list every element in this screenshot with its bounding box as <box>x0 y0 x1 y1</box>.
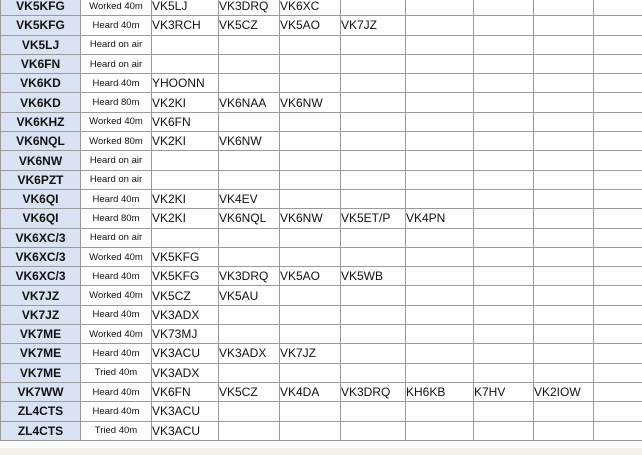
contact-cell[interactable] <box>534 170 594 189</box>
contact-cell[interactable] <box>534 344 594 363</box>
contact-cell[interactable] <box>219 402 280 421</box>
contact-cell[interactable] <box>474 421 534 440</box>
status-cell[interactable]: Heard 40m <box>81 382 152 401</box>
status-cell[interactable]: Worked 40m <box>81 0 152 16</box>
table-row <box>1 93 642 112</box>
callsign-cell[interactable]: VK5KFG <box>1 0 81 16</box>
contact-cell[interactable] <box>594 382 642 401</box>
contact-cell[interactable] <box>594 209 642 228</box>
contact-cell[interactable] <box>594 35 642 54</box>
callsign-cell[interactable]: VK6XC/3 <box>1 247 81 266</box>
contact-cell[interactable] <box>474 151 534 170</box>
contact-cell[interactable] <box>152 54 219 73</box>
contact-cell[interactable] <box>280 325 341 344</box>
contact-cell[interactable] <box>219 421 280 440</box>
contact-cell[interactable] <box>341 93 406 112</box>
table-row <box>1 132 642 151</box>
contact-cell[interactable] <box>406 93 474 112</box>
contact-cell[interactable] <box>406 286 474 305</box>
contact-cell[interactable] <box>406 363 474 382</box>
contact-cell[interactable] <box>280 228 341 247</box>
contact-cell[interactable] <box>594 344 642 363</box>
table-row <box>1 170 642 189</box>
status-cell[interactable]: Heard 40m <box>81 189 152 208</box>
contact-cell[interactable] <box>534 402 594 421</box>
contact-cell[interactable] <box>594 93 642 112</box>
contact-cell[interactable] <box>341 74 406 93</box>
contact-cell[interactable] <box>534 0 594 16</box>
contact-cell[interactable] <box>406 132 474 151</box>
contact-cell[interactable] <box>594 170 642 189</box>
contact-cell[interactable] <box>406 35 474 54</box>
contact-cell[interactable] <box>406 74 474 93</box>
status-cell[interactable]: Heard 40m <box>81 344 152 363</box>
contact-cell[interactable]: VK3ADX <box>152 363 219 382</box>
contact-cell[interactable]: VK3DRQ <box>219 267 280 286</box>
callsign-cell[interactable]: VK6XC/3 <box>1 228 81 247</box>
contact-cell[interactable] <box>534 54 594 73</box>
contact-cell[interactable]: VK5WB <box>341 267 406 286</box>
contact-cell[interactable] <box>474 344 534 363</box>
contact-cell[interactable] <box>474 325 534 344</box>
callsign-cell[interactable]: VK6KD <box>1 93 81 112</box>
contact-cell[interactable] <box>474 305 534 324</box>
callsign-cell[interactable]: VK7ME <box>1 325 81 344</box>
contact-cell[interactable] <box>594 286 642 305</box>
contact-cell[interactable]: VK7JZ <box>280 344 341 363</box>
status-cell[interactable]: Worked 40m <box>81 286 152 305</box>
contact-cell[interactable]: VK3ADX <box>219 344 280 363</box>
callsign-cell[interactable]: VK7JZ <box>1 286 81 305</box>
contact-cell[interactable] <box>219 228 280 247</box>
contact-cell[interactable] <box>594 189 642 208</box>
contact-cell[interactable] <box>534 112 594 131</box>
table-row <box>1 151 642 170</box>
contact-cell[interactable] <box>594 267 642 286</box>
contact-cell[interactable]: KH6KB <box>406 382 474 401</box>
contact-cell[interactable] <box>534 247 594 266</box>
callsign-cell[interactable]: VK6KHZ <box>1 112 81 131</box>
contact-cell[interactable] <box>594 421 642 440</box>
contact-cell[interactable] <box>406 228 474 247</box>
contact-cell[interactable] <box>534 16 594 35</box>
callsign-cell[interactable]: VK6NQL <box>1 132 81 151</box>
callsign-cell[interactable]: VK5LJ <box>1 35 81 54</box>
contact-cell[interactable]: VK5AO <box>280 267 341 286</box>
status-cell[interactable]: Heard 40m <box>81 267 152 286</box>
contact-cell[interactable]: VK3RCH <box>152 16 219 35</box>
contact-cell[interactable] <box>280 54 341 73</box>
contact-cell[interactable] <box>534 267 594 286</box>
contact-cell[interactable] <box>219 247 280 266</box>
contact-cell[interactable] <box>406 247 474 266</box>
contact-cell[interactable] <box>534 151 594 170</box>
contact-cell[interactable] <box>280 189 341 208</box>
contact-cell[interactable] <box>534 74 594 93</box>
contact-cell[interactable]: VK5ET/P <box>341 209 406 228</box>
contact-cell[interactable] <box>474 74 534 93</box>
contact-cell[interactable] <box>406 402 474 421</box>
contact-cell[interactable] <box>406 325 474 344</box>
contact-cell[interactable]: VK3DRQ <box>341 382 406 401</box>
contact-cell[interactable] <box>341 228 406 247</box>
table-row <box>1 363 642 382</box>
status-cell[interactable]: Tried 40m <box>81 363 152 382</box>
callsign-cell[interactable]: VK6QI <box>1 209 81 228</box>
contact-cell[interactable] <box>280 132 341 151</box>
table-row <box>1 286 642 305</box>
contact-cell[interactable] <box>219 325 280 344</box>
contact-cell[interactable] <box>534 93 594 112</box>
contact-cell[interactable]: VK2KI <box>152 189 219 208</box>
contact-cell[interactable] <box>534 132 594 151</box>
contact-cell[interactable] <box>406 267 474 286</box>
table-row <box>1 54 642 73</box>
contact-cell[interactable] <box>341 402 406 421</box>
contact-cell[interactable] <box>406 189 474 208</box>
contact-cell[interactable] <box>219 54 280 73</box>
contact-cell[interactable] <box>341 132 406 151</box>
contact-log-body <box>1 0 642 440</box>
contact-cell[interactable]: VK3ACU <box>152 344 219 363</box>
contact-cell[interactable] <box>594 54 642 73</box>
contact-cell[interactable] <box>474 228 534 247</box>
contact-cell[interactable] <box>474 93 534 112</box>
contact-cell[interactable] <box>534 35 594 54</box>
contact-cell[interactable] <box>152 151 219 170</box>
contact-cell[interactable]: VK6NW <box>219 132 280 151</box>
table-row <box>1 209 642 228</box>
contact-cell[interactable]: VK2KI <box>152 132 219 151</box>
status-cell[interactable]: Heard on air <box>81 170 152 189</box>
contact-cell[interactable]: VK4DA <box>280 382 341 401</box>
contact-cell[interactable] <box>219 363 280 382</box>
contact-cell[interactable] <box>406 112 474 131</box>
callsign-cell[interactable]: VK6NW <box>1 151 81 170</box>
contact-cell[interactable] <box>152 170 219 189</box>
contact-cell[interactable] <box>594 402 642 421</box>
contact-cell[interactable] <box>280 247 341 266</box>
table-row <box>1 228 642 247</box>
contact-cell[interactable] <box>219 74 280 93</box>
contact-cell[interactable]: K7HV <box>474 382 534 401</box>
table-row <box>1 0 642 16</box>
callsign-cell[interactable]: VK6FN <box>1 54 81 73</box>
contact-cell[interactable] <box>406 344 474 363</box>
contact-cell[interactable]: VK6NW <box>280 209 341 228</box>
table-row <box>1 305 642 324</box>
contact-cell[interactable] <box>341 344 406 363</box>
status-cell[interactable]: Worked 80m <box>81 132 152 151</box>
contact-cell[interactable] <box>219 305 280 324</box>
contact-cell[interactable]: VK5CZ <box>219 382 280 401</box>
table-row <box>1 402 642 421</box>
contact-cell[interactable] <box>341 325 406 344</box>
contact-cell[interactable]: VK6NQL <box>219 209 280 228</box>
contact-cell[interactable] <box>594 325 642 344</box>
contact-cell[interactable]: VK73MJ <box>152 325 219 344</box>
contact-cell[interactable] <box>594 16 642 35</box>
callsign-cell[interactable]: VK7ME <box>1 363 81 382</box>
contact-cell[interactable]: VK2KI <box>152 209 219 228</box>
table-row <box>1 382 642 401</box>
table-row <box>1 421 642 440</box>
contact-cell[interactable] <box>534 189 594 208</box>
contact-cell[interactable] <box>534 421 594 440</box>
callsign-cell[interactable]: VK6KD <box>1 74 81 93</box>
table-row <box>1 325 642 344</box>
callsign-cell[interactable]: VK6QI <box>1 189 81 208</box>
contact-cell[interactable] <box>474 0 534 16</box>
contact-cell[interactable]: VK5CZ <box>152 286 219 305</box>
callsign-cell[interactable]: ZL4CTS <box>1 421 81 440</box>
contact-cell[interactable] <box>406 421 474 440</box>
contact-cell[interactable] <box>280 402 341 421</box>
contact-cell[interactable]: VK5KFG <box>152 247 219 266</box>
contact-cell[interactable] <box>280 35 341 54</box>
status-cell[interactable]: Worked 40m <box>81 325 152 344</box>
contact-cell[interactable] <box>341 151 406 170</box>
contact-cell[interactable] <box>474 112 534 131</box>
contact-cell[interactable] <box>594 74 642 93</box>
contact-cell[interactable] <box>474 286 534 305</box>
table-row <box>1 189 642 208</box>
contact-cell[interactable] <box>534 228 594 247</box>
contact-cell[interactable] <box>594 305 642 324</box>
contact-cell[interactable]: VK6NAA <box>219 93 280 112</box>
status-cell[interactable]: Heard 40m <box>81 74 152 93</box>
contact-cell[interactable] <box>280 112 341 131</box>
contact-cell[interactable] <box>341 170 406 189</box>
status-cell[interactable]: Heard on air <box>81 54 152 73</box>
status-cell[interactable]: Heard 40m <box>81 402 152 421</box>
contact-cell[interactable] <box>474 247 534 266</box>
contact-cell[interactable] <box>280 305 341 324</box>
status-cell[interactable]: Worked 40m <box>81 112 152 131</box>
contact-cell[interactable]: VK5AU <box>219 286 280 305</box>
contact-cell[interactable] <box>406 54 474 73</box>
contact-cell[interactable]: VK7JZ <box>341 16 406 35</box>
contact-cell[interactable] <box>341 35 406 54</box>
table-row <box>1 247 642 266</box>
contact-cell[interactable]: VK6FN <box>152 112 219 131</box>
callsign-cell[interactable]: VK6XC/3 <box>1 267 81 286</box>
contact-cell[interactable]: VK5CZ <box>219 16 280 35</box>
contact-cell[interactable] <box>219 170 280 189</box>
contact-cell[interactable] <box>474 54 534 73</box>
contact-cell[interactable]: VK5KFG <box>152 267 219 286</box>
contact-cell[interactable]: VK3ACU <box>152 421 219 440</box>
contact-cell[interactable]: VK6NW <box>280 93 341 112</box>
contact-cell[interactable] <box>474 209 534 228</box>
status-cell[interactable]: Heard on air <box>81 228 152 247</box>
contact-cell[interactable] <box>594 132 642 151</box>
contact-cell[interactable] <box>280 74 341 93</box>
table-row <box>1 112 642 131</box>
contact-cell[interactable] <box>341 0 406 16</box>
contact-cell[interactable] <box>534 286 594 305</box>
contact-cell[interactable] <box>594 151 642 170</box>
contact-cell[interactable] <box>341 112 406 131</box>
contact-cell[interactable] <box>280 170 341 189</box>
table-row <box>1 35 642 54</box>
contact-cell[interactable] <box>152 228 219 247</box>
contact-cell[interactable] <box>341 247 406 266</box>
contact-cell[interactable] <box>474 132 534 151</box>
contact-cell[interactable]: VK5AO <box>280 16 341 35</box>
table-row <box>1 16 642 35</box>
callsign-cell[interactable]: VK5KFG <box>1 16 81 35</box>
contact-cell[interactable] <box>534 363 594 382</box>
window-bottom-strip <box>0 448 642 455</box>
contact-cell[interactable] <box>341 54 406 73</box>
callsign-cell[interactable]: VK6PZT <box>1 170 81 189</box>
contact-cell[interactable] <box>341 421 406 440</box>
status-cell[interactable]: Worked 40m <box>81 247 152 266</box>
contact-cell[interactable]: VK5LJ <box>152 0 219 16</box>
callsign-cell[interactable]: VK7JZ <box>1 305 81 324</box>
contact-cell[interactable] <box>280 286 341 305</box>
contact-cell[interactable] <box>594 228 642 247</box>
contact-cell[interactable] <box>474 189 534 208</box>
status-cell[interactable]: Tried 40m <box>81 421 152 440</box>
contact-cell[interactable] <box>152 35 219 54</box>
contact-cell[interactable]: VK6FN <box>152 382 219 401</box>
callsign-cell[interactable]: ZL4CTS <box>1 402 81 421</box>
status-cell[interactable]: Heard 40m <box>81 16 152 35</box>
contact-cell[interactable]: VK4EV <box>219 189 280 208</box>
contact-cell[interactable] <box>219 35 280 54</box>
contact-cell[interactable] <box>474 35 534 54</box>
contact-cell[interactable]: VK6XC <box>280 0 341 16</box>
contact-cell[interactable] <box>534 325 594 344</box>
callsign-cell[interactable]: VK7ME <box>1 344 81 363</box>
contact-cell[interactable] <box>474 16 534 35</box>
contact-cell[interactable] <box>341 286 406 305</box>
contact-cell[interactable] <box>341 305 406 324</box>
contact-cell[interactable] <box>406 170 474 189</box>
contact-cell[interactable]: VK2KI <box>152 93 219 112</box>
contact-cell[interactable] <box>219 112 280 131</box>
contact-cell[interactable] <box>406 0 474 16</box>
contact-cell[interactable]: VK3ADX <box>152 305 219 324</box>
contact-cell[interactable]: VK2IOW <box>534 382 594 401</box>
contact-cell[interactable] <box>474 363 534 382</box>
table-row <box>1 344 642 363</box>
status-cell[interactable]: Heard 80m <box>81 93 152 112</box>
contact-cell[interactable] <box>594 363 642 382</box>
contact-cell[interactable] <box>534 209 594 228</box>
contact-cell[interactable] <box>280 421 341 440</box>
status-cell[interactable]: Heard on air <box>81 35 152 54</box>
contact-cell[interactable] <box>594 112 642 131</box>
contact-cell[interactable] <box>474 170 534 189</box>
contact-cell[interactable] <box>406 151 474 170</box>
contact-cell[interactable] <box>406 305 474 324</box>
contact-cell[interactable]: VK4PN <box>406 209 474 228</box>
status-cell[interactable]: Heard 80m <box>81 209 152 228</box>
contact-cell[interactable] <box>594 247 642 266</box>
contact-cell[interactable]: VK3DRQ <box>219 0 280 16</box>
contact-cell[interactable] <box>474 267 534 286</box>
status-cell[interactable]: Heard 40m <box>81 305 152 324</box>
contact-cell[interactable] <box>594 0 642 16</box>
table-row <box>1 267 642 286</box>
contact-cell[interactable]: YHOONN <box>152 74 219 93</box>
contact-cell[interactable]: VK3ACU <box>152 402 219 421</box>
contact-cell[interactable] <box>280 151 341 170</box>
contact-cell[interactable] <box>341 189 406 208</box>
status-cell[interactable]: Heard on air <box>81 151 152 170</box>
contact-cell[interactable] <box>219 151 280 170</box>
contact-cell[interactable] <box>474 402 534 421</box>
contact-cell[interactable] <box>341 363 406 382</box>
table-row <box>1 74 642 93</box>
contact-cell[interactable] <box>534 305 594 324</box>
callsign-cell[interactable]: VK7WW <box>1 382 81 401</box>
contact-cell[interactable] <box>406 16 474 35</box>
contact-cell[interactable] <box>280 363 341 382</box>
